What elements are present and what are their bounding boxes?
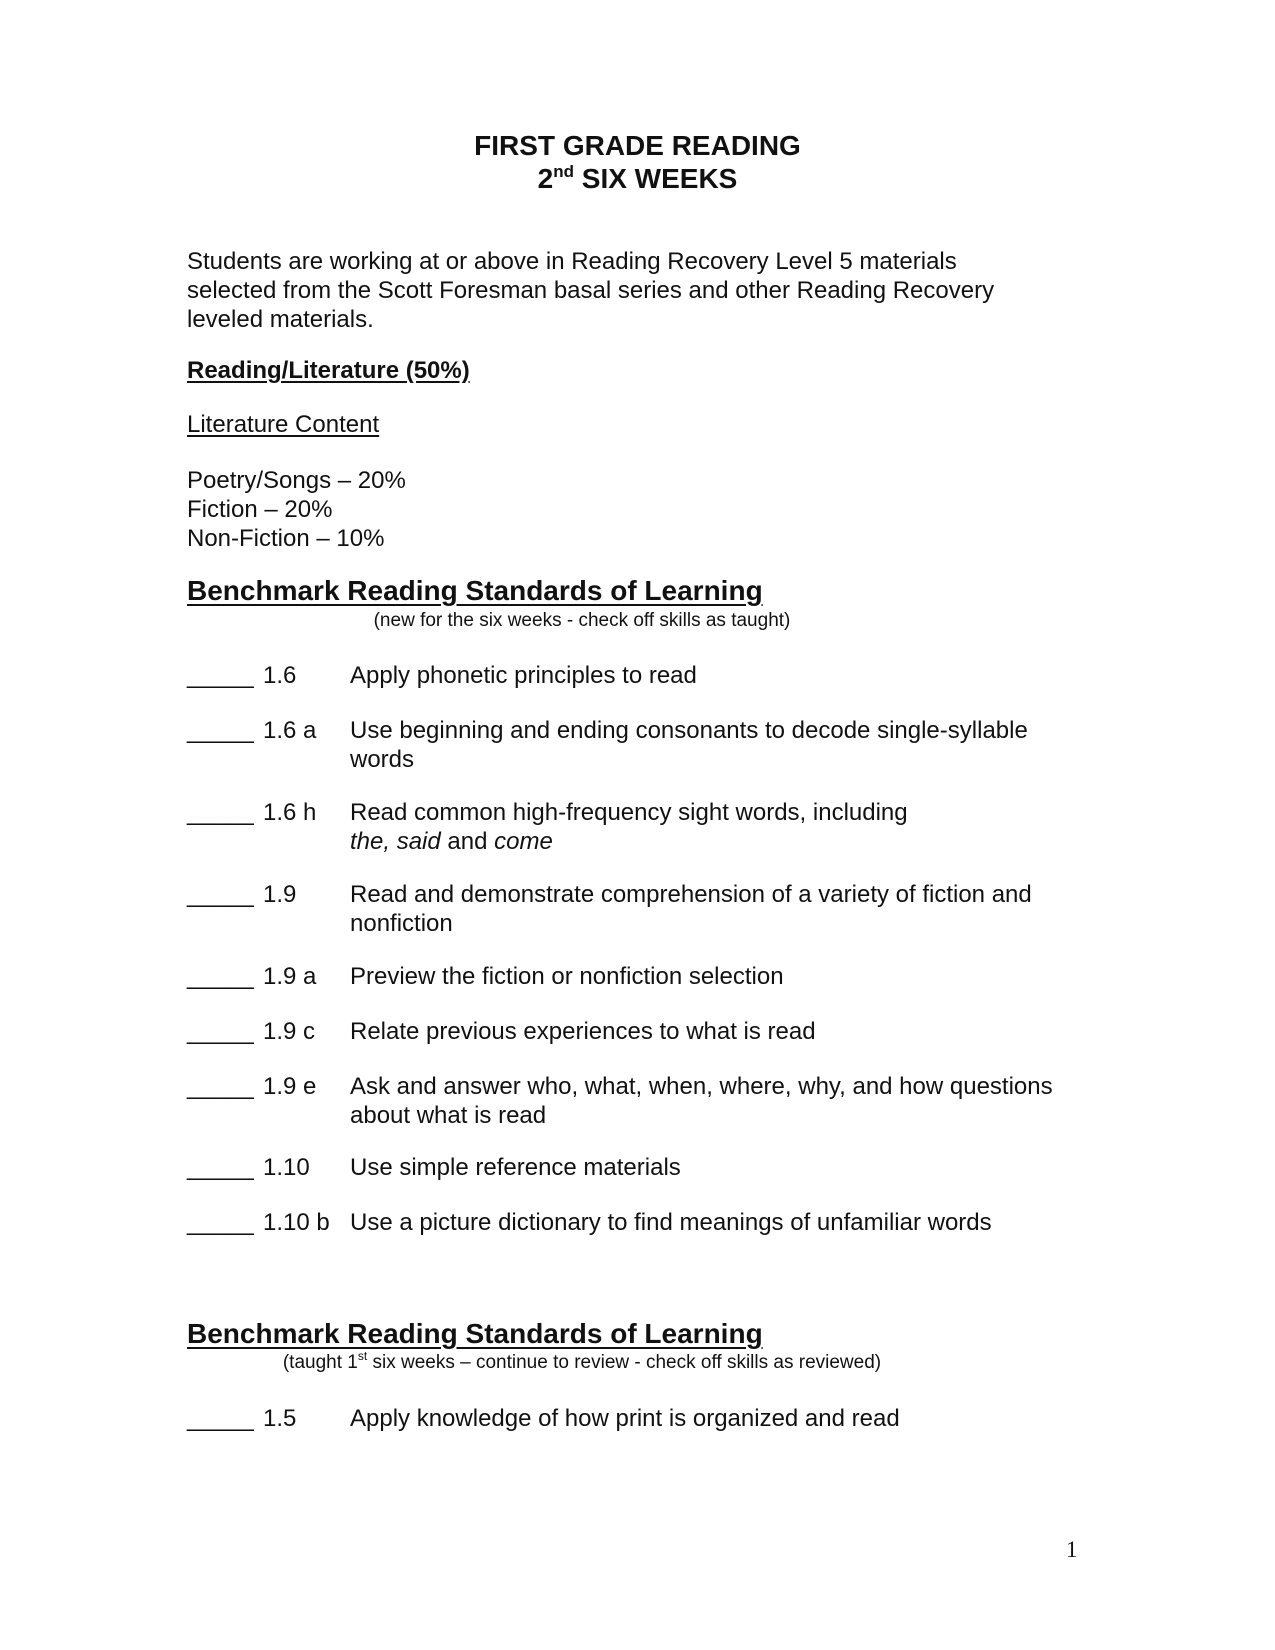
description-line: Use simple reference materials: [350, 1154, 681, 1181]
note-text: (taught 1: [282, 1352, 358, 1373]
standard-code: 1.9: [263, 881, 297, 908]
standard-description: [350, 661, 1090, 690]
description-line: Relate previous experiences to what is read: [350, 1018, 816, 1045]
checkoff-blank[interactable]: _____: [187, 1209, 254, 1236]
subsection-heading: Literature Content: [187, 411, 380, 438]
checkoff-blank[interactable]: _____: [187, 881, 254, 908]
description-line: Use a picture dictionary to find meanings of unfamiliar words: [350, 1209, 992, 1236]
standard-code: 1.9 c: [263, 1018, 316, 1045]
description-line: Apply knowledge of how print is organized and read: [350, 1405, 900, 1432]
standard-code: 1.6 h: [263, 799, 317, 826]
subtitle-ordinal: nd: [553, 162, 574, 181]
title-line-1: FIRST GRADE READING: [474, 130, 801, 161]
description-line: Read common high-frequency sight words, including: [350, 799, 908, 826]
checkoff-blank[interactable]: _____: [187, 799, 254, 826]
description-line: Ask and answer who, what, when, where, why, and how questions: [350, 1073, 1053, 1100]
description-line: nonfiction: [350, 910, 453, 937]
intro-line: selected from the Scott Foresman basal series and other Reading Recovery: [187, 277, 995, 304]
literature-content-heading: [187, 410, 1087, 439]
standard-code: 1.9 e: [263, 1073, 317, 1100]
page-number: 1: [1066, 1537, 1078, 1562]
standard-description: [350, 1153, 1090, 1182]
standard-description: [350, 1017, 1090, 1046]
list-item: Poetry/Songs – 20%: [187, 467, 406, 494]
page-subtitle: [0, 163, 1275, 195]
standard-code: 1.6 a: [263, 717, 317, 744]
page-title: [0, 130, 1275, 162]
checkoff-blank[interactable]: _____: [187, 717, 254, 744]
note-ordinal: st: [357, 1349, 368, 1363]
description-line: about what is read: [350, 1102, 547, 1129]
literature-content-list: [187, 466, 1087, 553]
standard-code: 1.10: [263, 1154, 310, 1181]
italic-words: the, said: [350, 828, 441, 855]
standard-description: [350, 962, 1090, 991]
benchmark-heading-new: Benchmark Reading Standards of Learning: [187, 575, 763, 606]
checkoff-blank[interactable]: _____: [187, 963, 254, 990]
intro-line: Students are working at or above in Reading Recovery Level 5 materials: [187, 248, 957, 275]
description-line: Preview the fiction or nonfiction selection: [350, 963, 784, 990]
italic-word: come: [494, 828, 553, 855]
reading-literature-heading: [187, 356, 1087, 385]
standard-code: 1.6: [263, 662, 297, 689]
note-text: six weeks – continue to review - check off skills as reviewed): [367, 1352, 882, 1373]
benchmark-note-new: (new for the six weeks - check off skills as taught): [373, 610, 791, 631]
standard-code: 1.9 a: [263, 963, 317, 990]
description-line: [350, 827, 1090, 856]
checkoff-blank[interactable]: _____: [187, 1018, 254, 1045]
description-line: Use beginning and ending consonants to decode single-syllable: [350, 717, 1028, 744]
standard-description: [350, 716, 1090, 774]
standard-description: [350, 1208, 1090, 1237]
intro-line: leveled materials.: [187, 306, 374, 333]
benchmark-heading-review: Benchmark Reading Standards of Learning: [187, 1318, 763, 1349]
checkoff-blank[interactable]: _____: [187, 1405, 254, 1432]
benchmark-note-review: [187, 1349, 977, 1374]
description-line: Apply phonetic principles to read: [350, 662, 697, 689]
description-line: words: [350, 746, 415, 773]
standard-description: [350, 1404, 1090, 1433]
standard-description: [350, 798, 1090, 856]
checkoff-blank[interactable]: _____: [187, 1073, 254, 1100]
list-item: Non-Fiction – 10%: [187, 525, 385, 552]
connector-word: and: [440, 828, 495, 855]
list-item: Fiction – 20%: [187, 496, 333, 523]
standard-description: [350, 1072, 1090, 1130]
subtitle-text: SIX WEEKS: [573, 163, 738, 194]
checkoff-blank[interactable]: _____: [187, 1154, 254, 1181]
standard-description: [350, 880, 1090, 938]
standard-code: 1.5: [263, 1405, 297, 1432]
section-heading: Reading/Literature (50%): [187, 357, 470, 384]
intro-paragraph: [187, 247, 1087, 334]
subtitle-number: 2: [537, 163, 554, 194]
standard-code: 1.10 b: [263, 1209, 330, 1236]
description-line: Read and demonstrate comprehension of a variety of fiction and: [350, 881, 1032, 908]
checkoff-blank[interactable]: _____: [187, 662, 254, 689]
